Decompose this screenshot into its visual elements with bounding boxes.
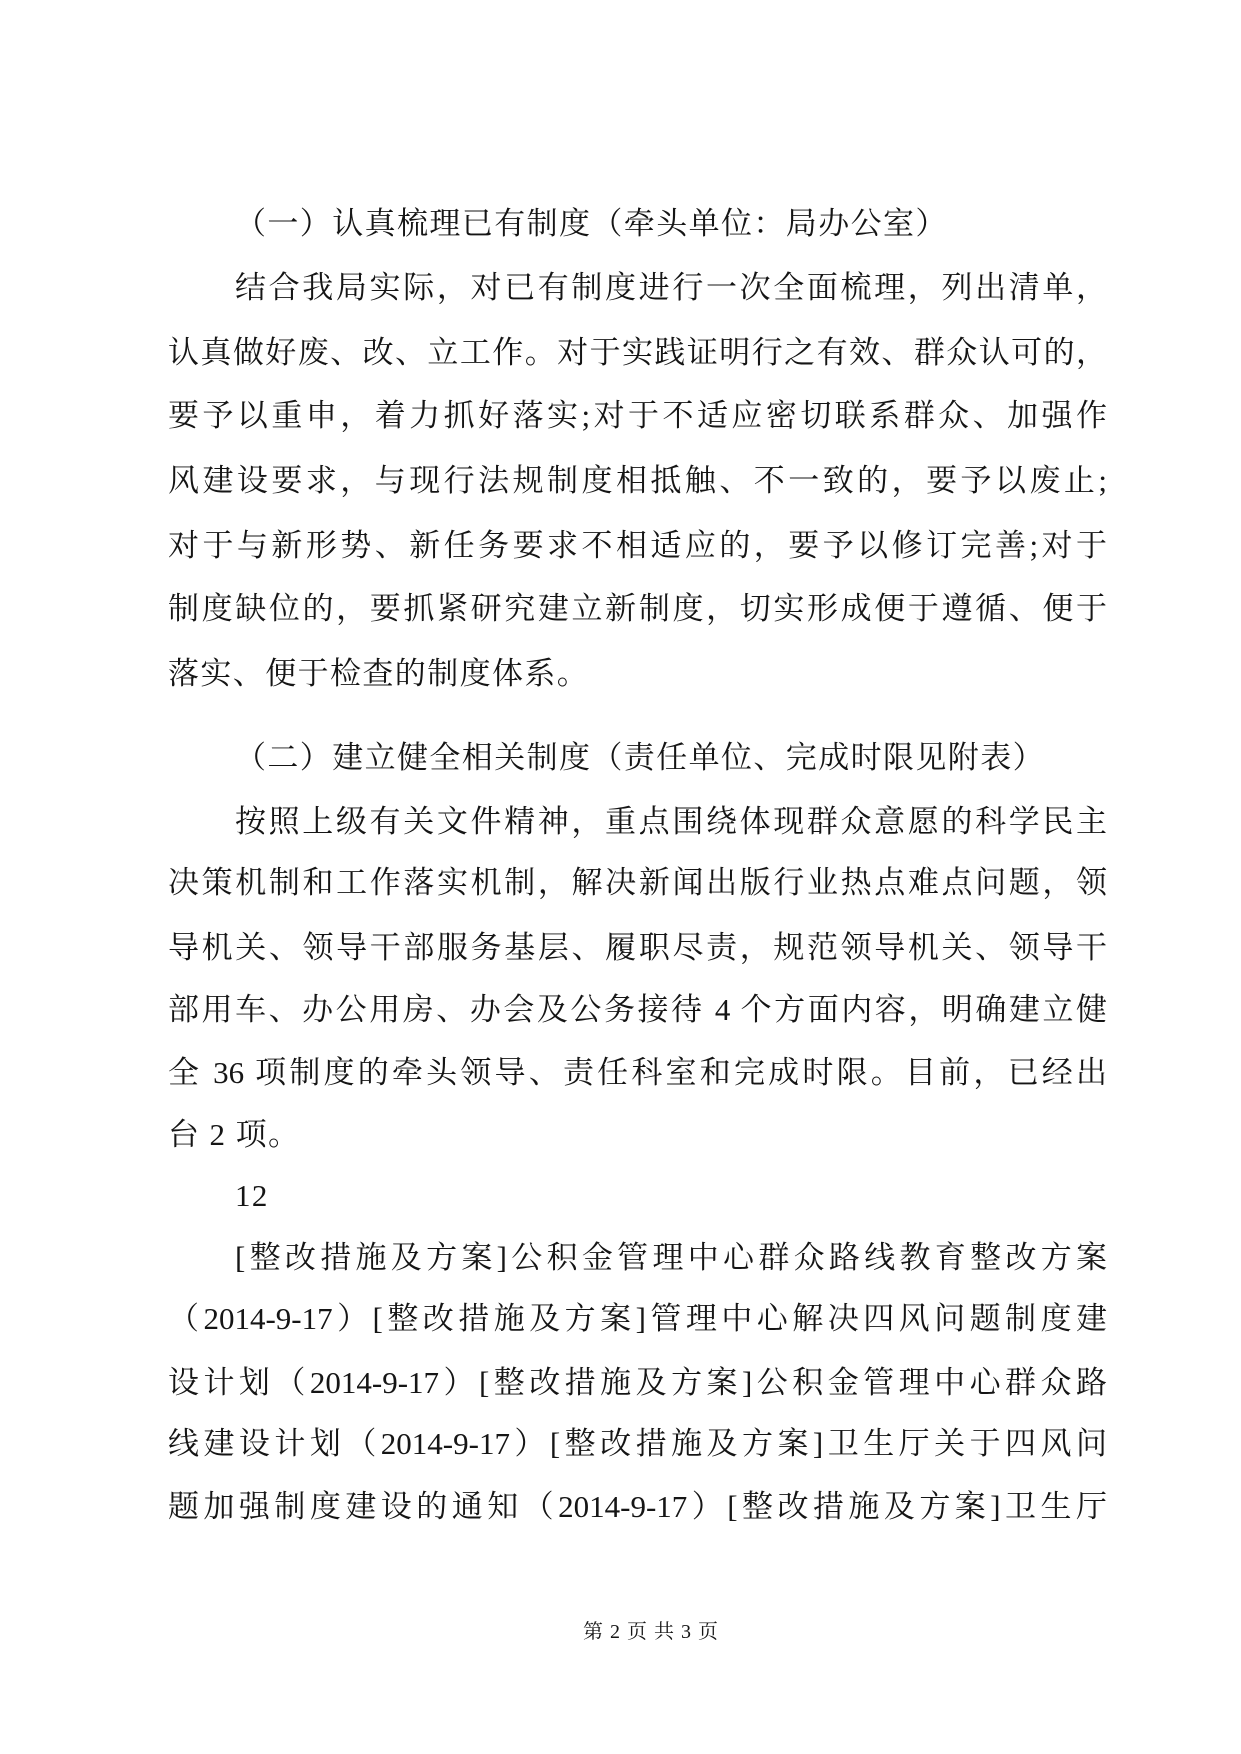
paragraph-line: 认真做好废、改、立工作。对于实践证明行之有效、群众认可的， — [168, 335, 1107, 370]
paragraph-line: 台 2 项。 — [168, 1117, 301, 1152]
related-line: 题加强制度建设的通知（2014-9-17）[整改措施及方案]卫生厅 — [168, 1489, 1107, 1524]
paragraph-line: 制度缺位的，要抓紧研究建立新制度，切实形成便于遵循、便于 — [168, 591, 1107, 626]
paragraph-line: 按照上级有关文件精神，重点围绕体现群众意愿的科学民主 — [235, 804, 1107, 839]
related-line: （2014-9-17）[整改措施及方案]管理中心解决四风问题制度建 — [168, 1301, 1107, 1336]
paragraph-line: 导机关、领导干部服务基层、履职尽责，规范领导机关、领导干 — [168, 930, 1107, 965]
number-line: 12 — [235, 1178, 269, 1213]
paragraph-line: 决策机制和工作落实机制，解决新闻出版行业热点难点问题，领 — [168, 865, 1107, 900]
paragraph-line: 对于与新形势、新任务要求不相适应的，要予以修订完善;对于 — [168, 528, 1107, 563]
paragraph-line: 结合我局实际，对已有制度进行一次全面梳理，列出清单， — [235, 270, 1107, 305]
section-heading: （二）建立健全相关制度（责任单位、完成时限见附表） — [235, 740, 1045, 775]
paragraph-line: 落实、便于检查的制度体系。 — [168, 656, 590, 691]
paragraph-line: 要予以重申，着力抓好落实;对于不适应密切联系群众、加强作 — [168, 398, 1107, 433]
related-line: [整改措施及方案]公积金管理中心群众路线教育整改方案 — [235, 1240, 1107, 1275]
paragraph-line: 风建设要求，与现行法规制度相抵触、不一致的，要予以废止; — [168, 463, 1107, 498]
related-line: 设计划（2014-9-17）[整改措施及方案]公积金管理中心群众路 — [168, 1365, 1107, 1400]
paragraph-line: 全 36 项制度的牵头领导、责任科室和完成时限。目前，已经出 — [168, 1055, 1107, 1090]
page-footer-label: 第 2 页 共 3 页 — [583, 1621, 719, 1643]
section-heading: （一）认真梳理已有制度（牵头单位：局办公室） — [235, 206, 948, 241]
related-line: 线建设计划（2014-9-17）[整改措施及方案]卫生厅关于四风问 — [168, 1426, 1107, 1461]
paragraph-line: 部用车、办公用房、办会及公务接待 4 个方面内容，明确建立健 — [168, 992, 1107, 1027]
